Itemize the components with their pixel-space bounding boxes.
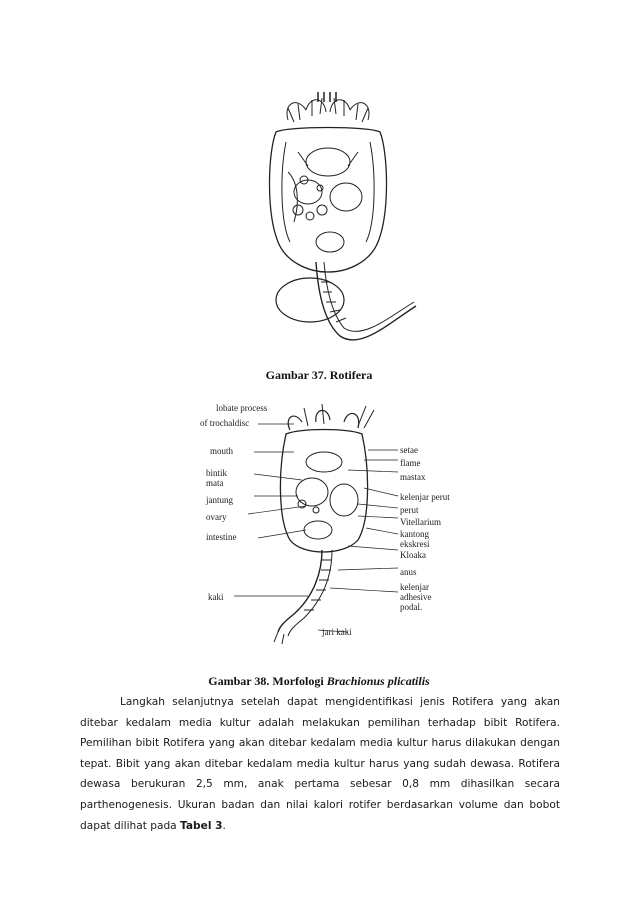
- label-mastax: mastax: [400, 472, 426, 482]
- figure-2-caption: [0, 674, 638, 689]
- figure-2-caption-prefix: Gambar 38. Morfologi: [208, 674, 327, 688]
- label-intestine: intestine: [206, 532, 237, 542]
- label-ovary: ovary: [206, 512, 227, 522]
- label-vitellarium: Vitellarium: [400, 517, 441, 527]
- figure-1-caption: Gambar 37. Rotifera: [265, 368, 373, 382]
- rotifera-illustration: [228, 92, 428, 352]
- paragraph-end: .: [222, 819, 226, 832]
- label-mouth: mouth: [210, 446, 234, 456]
- label-jari-kaki: jari kaki: [322, 627, 352, 637]
- label-flame: flame: [400, 458, 421, 468]
- label-kelenjar-perut: kelenjar perut: [400, 492, 450, 502]
- label-of-trochaldisc: of trochaldisc: [200, 418, 250, 428]
- label-bintik-mata: bintik mata: [206, 468, 228, 488]
- body-paragraph: [80, 692, 560, 836]
- label-kloaka: Kloaka: [400, 550, 426, 560]
- label-lobate-process: lobate process: [216, 403, 268, 413]
- label-kantong-ekskresi: kantong ekskresi: [400, 529, 430, 549]
- table-reference: Tabel 3: [180, 819, 223, 832]
- label-kelenjar-adhesive-podal: kelenjar adhesive podal.: [400, 582, 432, 612]
- paragraph-text: Langkah selanjutnya setelah dapat mengidentifikasi jenis Rotifera yang akan ditebar kedalam media kultur adalah melakukan pemilihan terhadap bibit Rotifera. Pemilihan bibit Rotifera yang akan ditebar kedalam media kultur harus dilakukan dengan tepat. Bibit yang akan ditebar kedalam media kultur harus yang sudah dewasa. Rotifera dewasa berukuran 2,5 mm, anak pertama sebesar 0,8 mm dihasilkan secara parthenogenesis. Ukuran badan dan nilai kalori rotifer berdasarkan volume dan bobot dapat dilihat pada: [80, 696, 560, 832]
- label-jantung: jantung: [206, 495, 233, 505]
- label-anus: anus: [400, 567, 417, 577]
- label-perut: perut: [400, 505, 419, 515]
- label-setae: setae: [400, 445, 418, 455]
- label-kaki: kaki: [208, 592, 224, 602]
- figure-2-caption-species: Brachionus plicatilis: [326, 674, 430, 688]
